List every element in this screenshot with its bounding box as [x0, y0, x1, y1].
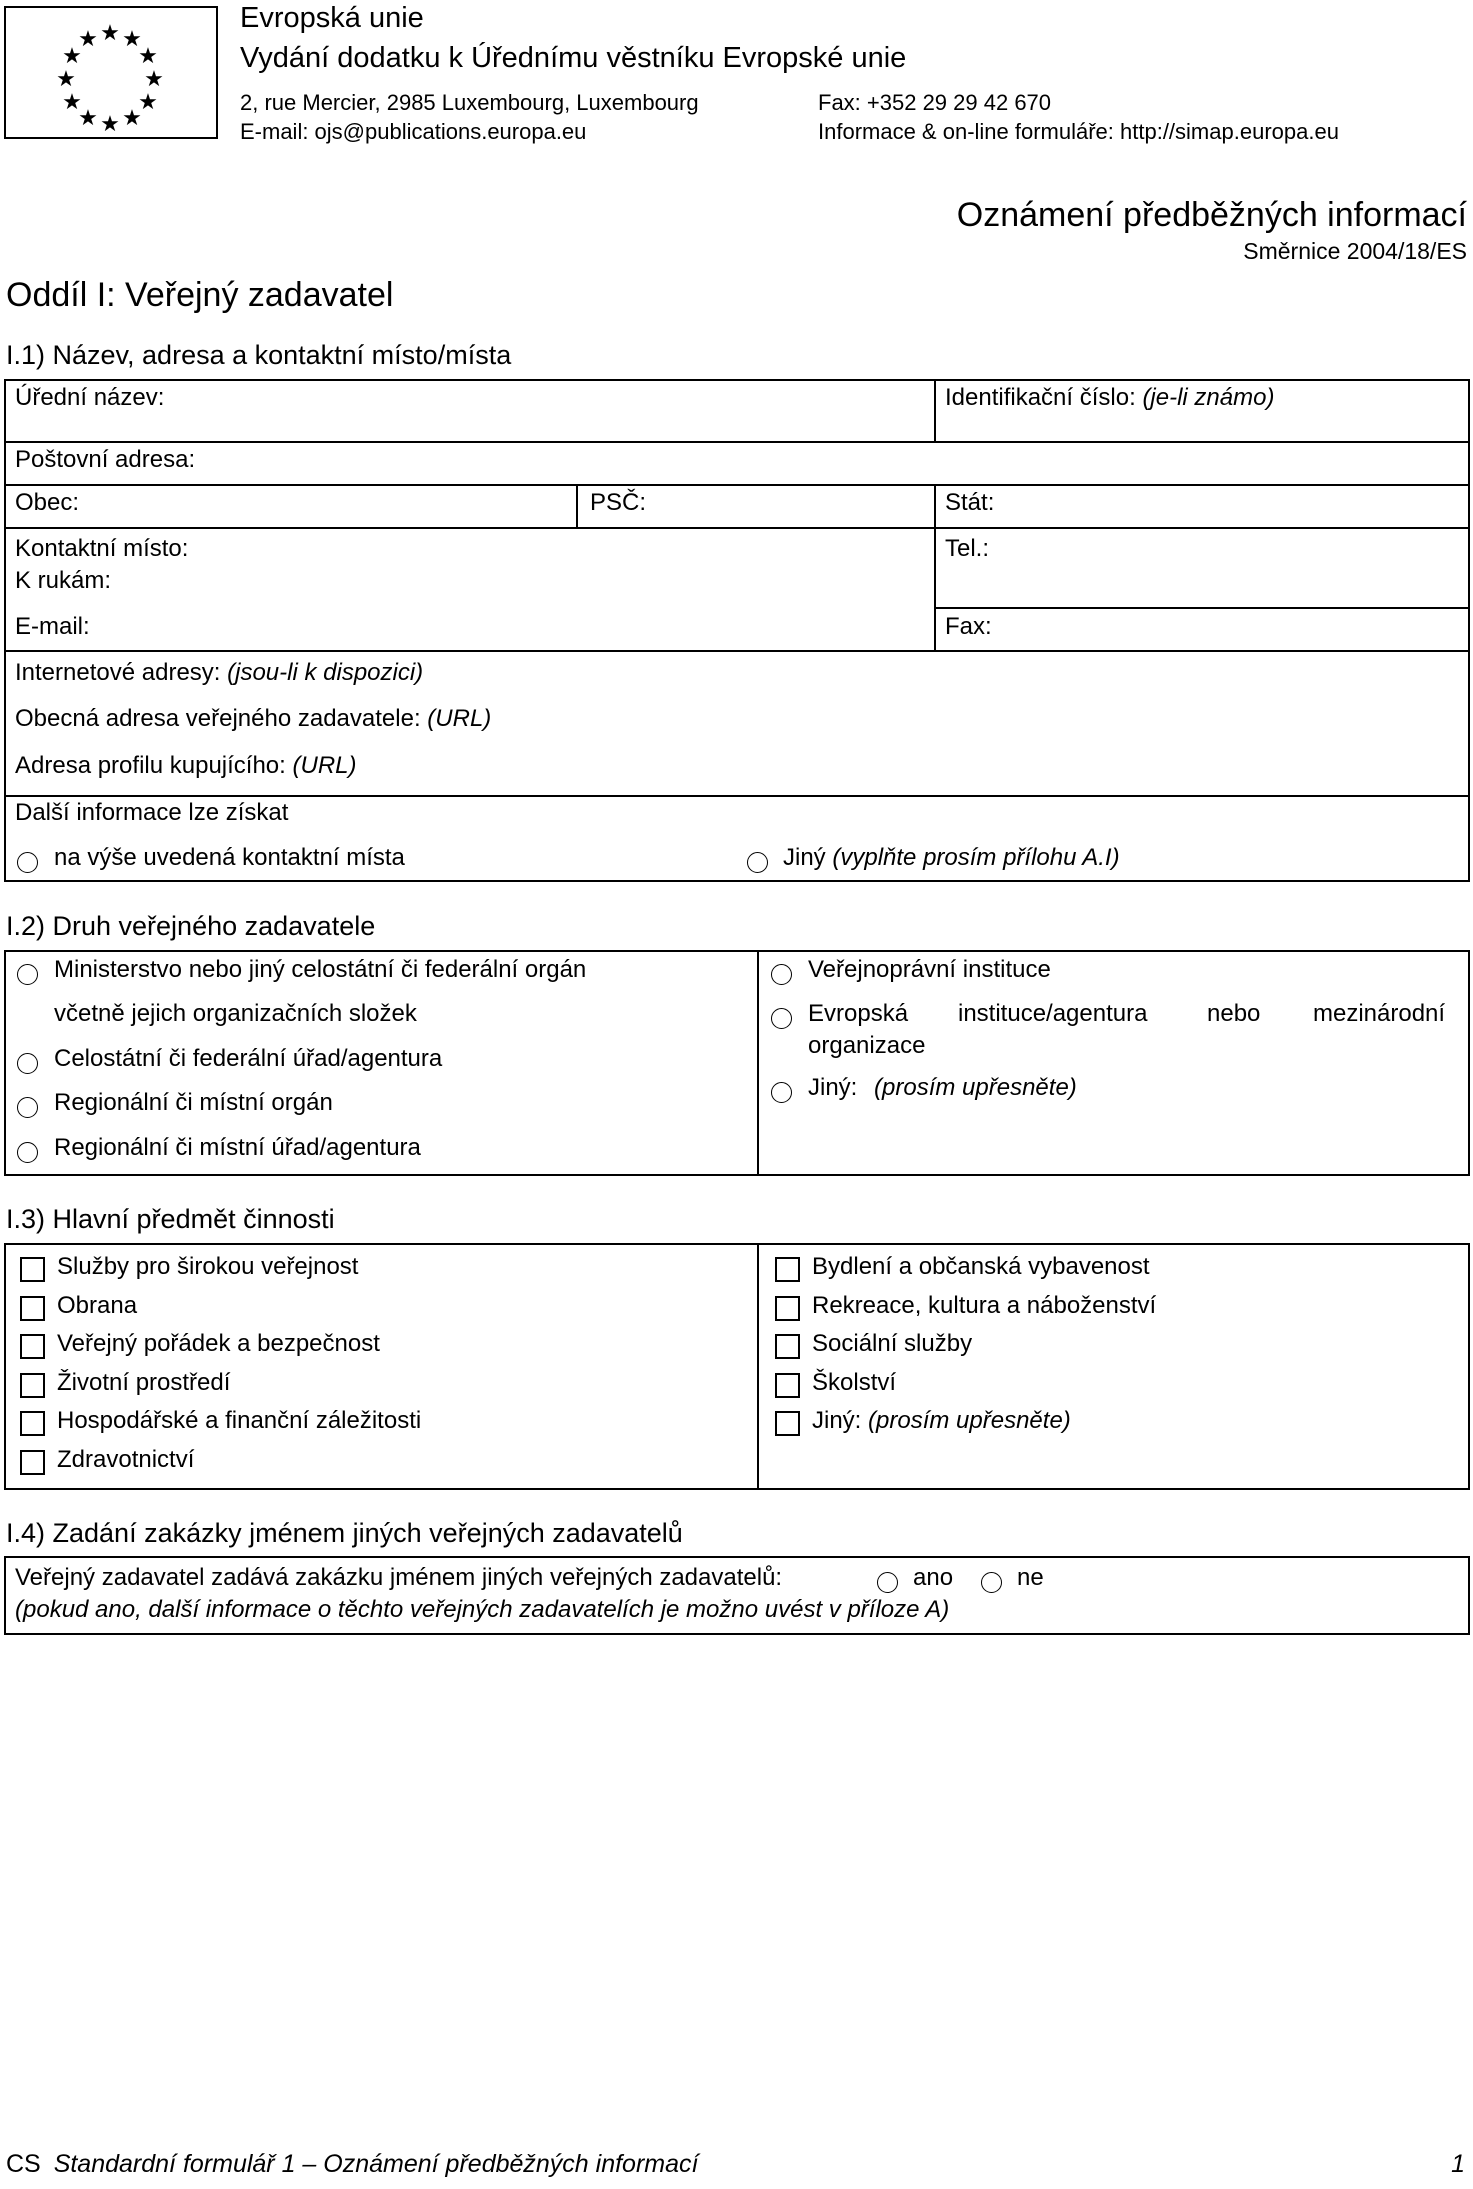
eu-institution-word-3: nebo: [1207, 1000, 1261, 1027]
social-label: Sociální služby: [812, 1330, 973, 1357]
internet-note: (jsou-li k dispozici): [227, 659, 424, 686]
svg-text:★: ★: [138, 90, 158, 115]
checkbox-social[interactable]: [775, 1334, 800, 1359]
radio-no[interactable]: [981, 1572, 1002, 1593]
divider: [936, 607, 1470, 609]
radio-national-agency[interactable]: [17, 1053, 38, 1074]
svg-text:★: ★: [100, 21, 120, 46]
buyer-profile-label: [15, 752, 357, 780]
eu-institution-word-5: organizace: [808, 1032, 926, 1059]
economic-affairs-label: Hospodářské a finanční záležitosti: [57, 1407, 422, 1434]
education-label: Školství: [812, 1369, 897, 1396]
header-email: E-mail: ojs@publications.europa.eu: [240, 119, 587, 144]
ministry-label-cont: včetně jejich organizačních složek: [54, 1000, 417, 1027]
buyer-profile-url: (URL): [292, 752, 357, 779]
svg-text:★: ★: [56, 67, 76, 92]
buyer-profile-text: Adresa profilu kupujícího:: [15, 752, 286, 779]
section-i4-heading: I.4) Zadání zakázky jménem jiných veřejných zadavatelů: [6, 1518, 683, 1548]
id-number-text: Identifikační číslo:: [945, 384, 1136, 411]
svg-text:★: ★: [144, 67, 164, 92]
checkbox-general-services[interactable]: [20, 1257, 45, 1282]
header-publication: Vydání dodatku k Úřednímu věstníku Evropské unie: [240, 42, 907, 74]
ministry-label: Ministerstvo nebo jiný celostátní či federální orgán: [54, 956, 587, 983]
general-address-label: [15, 705, 491, 733]
other-activity-label: [812, 1407, 1071, 1435]
svg-text:★: ★: [78, 106, 98, 131]
id-number-note: (je-li známo): [1142, 384, 1275, 411]
divider: [4, 484, 1470, 486]
svg-text:★: ★: [122, 27, 142, 52]
directive: Směrnice 2004/18/ES: [1243, 238, 1467, 264]
svg-text:★: ★: [138, 44, 158, 69]
email-label: E-mail:: [15, 613, 90, 640]
footer: [6, 2150, 698, 2179]
section-i3-heading: I.3) Hlavní předmět činnosti: [6, 1204, 335, 1234]
radio-regional-authority[interactable]: [17, 1097, 38, 1118]
section-i2-heading: I.2) Druh veřejného zadavatele: [6, 911, 376, 941]
header-info-link[interactable]: Informace & on-line formuláře: http://simap.europa.eu: [818, 119, 1339, 144]
checkbox-economic-affairs[interactable]: [20, 1411, 45, 1436]
eu-institution-word-2: instituce/agentura: [958, 1000, 1148, 1027]
regional-authority-label: Regionální či místní orgán: [54, 1089, 333, 1116]
other-type-label: [808, 1074, 1077, 1102]
checkbox-environment[interactable]: [20, 1373, 45, 1398]
radio-other-type[interactable]: [771, 1082, 792, 1103]
yes-label: ano: [913, 1564, 954, 1591]
divider: [934, 379, 936, 441]
public-order-label: Veřejný pořádek a bezpečnost: [57, 1330, 380, 1357]
further-info-label: Další informace lze získat: [15, 799, 289, 826]
eu-stars-icon: [6, 8, 216, 137]
no-label: ne: [1017, 1564, 1044, 1591]
divider: [757, 950, 759, 1176]
section-title: Oddíl I: Veřejný zadavatel: [6, 276, 394, 314]
radio-contact-other[interactable]: [747, 852, 768, 873]
radio-yes[interactable]: [877, 1572, 898, 1593]
divider: [4, 795, 1470, 797]
svg-text:★: ★: [100, 112, 120, 137]
town-label: Obec:: [15, 489, 80, 516]
postal-address-label: Poštovní adresa:: [15, 446, 196, 473]
general-address-url: (URL): [427, 705, 492, 732]
general-address-text: Obecná adresa veřejného zadavatele:: [15, 705, 421, 732]
radio-regional-agency[interactable]: [17, 1142, 38, 1163]
contact-above-label: na výše uvedená kontaktní místa: [54, 844, 405, 871]
page-number: 1: [1451, 2150, 1465, 2178]
header-fax: Fax: +352 29 29 42 670: [818, 90, 1052, 115]
fax-label: Fax:: [945, 613, 992, 640]
eu-institution-word-1: Evropská: [808, 1000, 909, 1027]
other-activity-text: Jiný:: [812, 1407, 862, 1434]
behalf-question: Veřejný zadavatel zadává zakázku jménem jiných veřejných zadavatelů:: [15, 1564, 783, 1591]
checkbox-housing[interactable]: [775, 1257, 800, 1282]
other-activity-note: (prosím upřesněte): [868, 1407, 1071, 1434]
divider: [757, 1243, 759, 1490]
other-type-text: Jiný:: [808, 1074, 858, 1101]
contact-other-label: [783, 844, 1120, 872]
tel-label: Tel.:: [945, 535, 990, 562]
checkbox-other-activity[interactable]: [775, 1411, 800, 1436]
environment-label: Životní prostředí: [57, 1369, 231, 1396]
checkbox-recreation[interactable]: [775, 1296, 800, 1321]
divider: [576, 484, 578, 527]
radio-eu-institution[interactable]: [771, 1008, 792, 1029]
contact-other-text: Jiný: [783, 844, 826, 871]
postcode-label: PSČ:: [590, 489, 647, 516]
checkbox-public-order[interactable]: [20, 1334, 45, 1359]
official-name-label: Úřední název:: [15, 384, 165, 411]
housing-label: Bydlení a občanská vybavenost: [812, 1253, 1150, 1280]
other-type-note: (prosím upřesněte): [874, 1074, 1077, 1101]
svg-text:★: ★: [62, 90, 82, 115]
id-number-label: [945, 384, 1274, 412]
footer-form-name: Standardní formulář 1 – Oznámení předběžných informací: [53, 2150, 699, 2178]
behalf-note: (pokud ano, další informace o těchto veřejných zadavatelích je možno uvést v příloze A): [15, 1596, 950, 1623]
divider: [934, 484, 936, 650]
svg-text:★: ★: [122, 106, 142, 131]
attention-label: K rukám:: [15, 567, 112, 594]
section-i1-heading: I.1) Název, adresa a kontaktní místo/místa: [6, 340, 512, 370]
regional-agency-label: Regionální či místní úřad/agentura: [54, 1134, 421, 1161]
checkbox-defence[interactable]: [20, 1296, 45, 1321]
form-title: Oznámení předběžných informací: [956, 196, 1467, 234]
defence-label: Obrana: [57, 1292, 138, 1319]
svg-text:★: ★: [78, 27, 98, 52]
svg-text:★: ★: [62, 44, 82, 69]
eu-flag-logo: [4, 6, 218, 139]
divider: [4, 650, 1470, 652]
internet-text: Internetové adresy:: [15, 659, 221, 686]
contact-other-note: (vyplňte prosím přílohu A.I): [832, 844, 1120, 871]
divider: [4, 441, 1470, 443]
public-law-body-label: Veřejnoprávní instituce: [808, 956, 1051, 983]
header-org: Evropská unie: [240, 2, 424, 34]
national-agency-label: Celostátní či federální úřad/agentura: [54, 1045, 443, 1072]
general-services-label: Služby pro širokou veřejnost: [57, 1253, 359, 1280]
footer-lang: CS: [6, 2150, 41, 2178]
radio-contact-above[interactable]: [17, 852, 38, 873]
eu-institution-word-4: mezinárodní: [1313, 1000, 1446, 1027]
radio-ministry[interactable]: [17, 964, 38, 985]
health-label: Zdravotnictví: [57, 1446, 195, 1473]
checkbox-education[interactable]: [775, 1373, 800, 1398]
checkbox-health[interactable]: [20, 1450, 45, 1475]
internet-addresses-label: [15, 659, 423, 687]
divider: [4, 527, 1470, 529]
radio-public-law-body[interactable]: [771, 964, 792, 985]
contact-point-label: Kontaktní místo:: [15, 535, 189, 562]
header-address: 2, rue Mercier, 2985 Luxembourg, Luxembourg: [240, 90, 699, 115]
country-label: Stát:: [945, 489, 995, 516]
recreation-label: Rekreace, kultura a náboženství: [812, 1292, 1157, 1319]
